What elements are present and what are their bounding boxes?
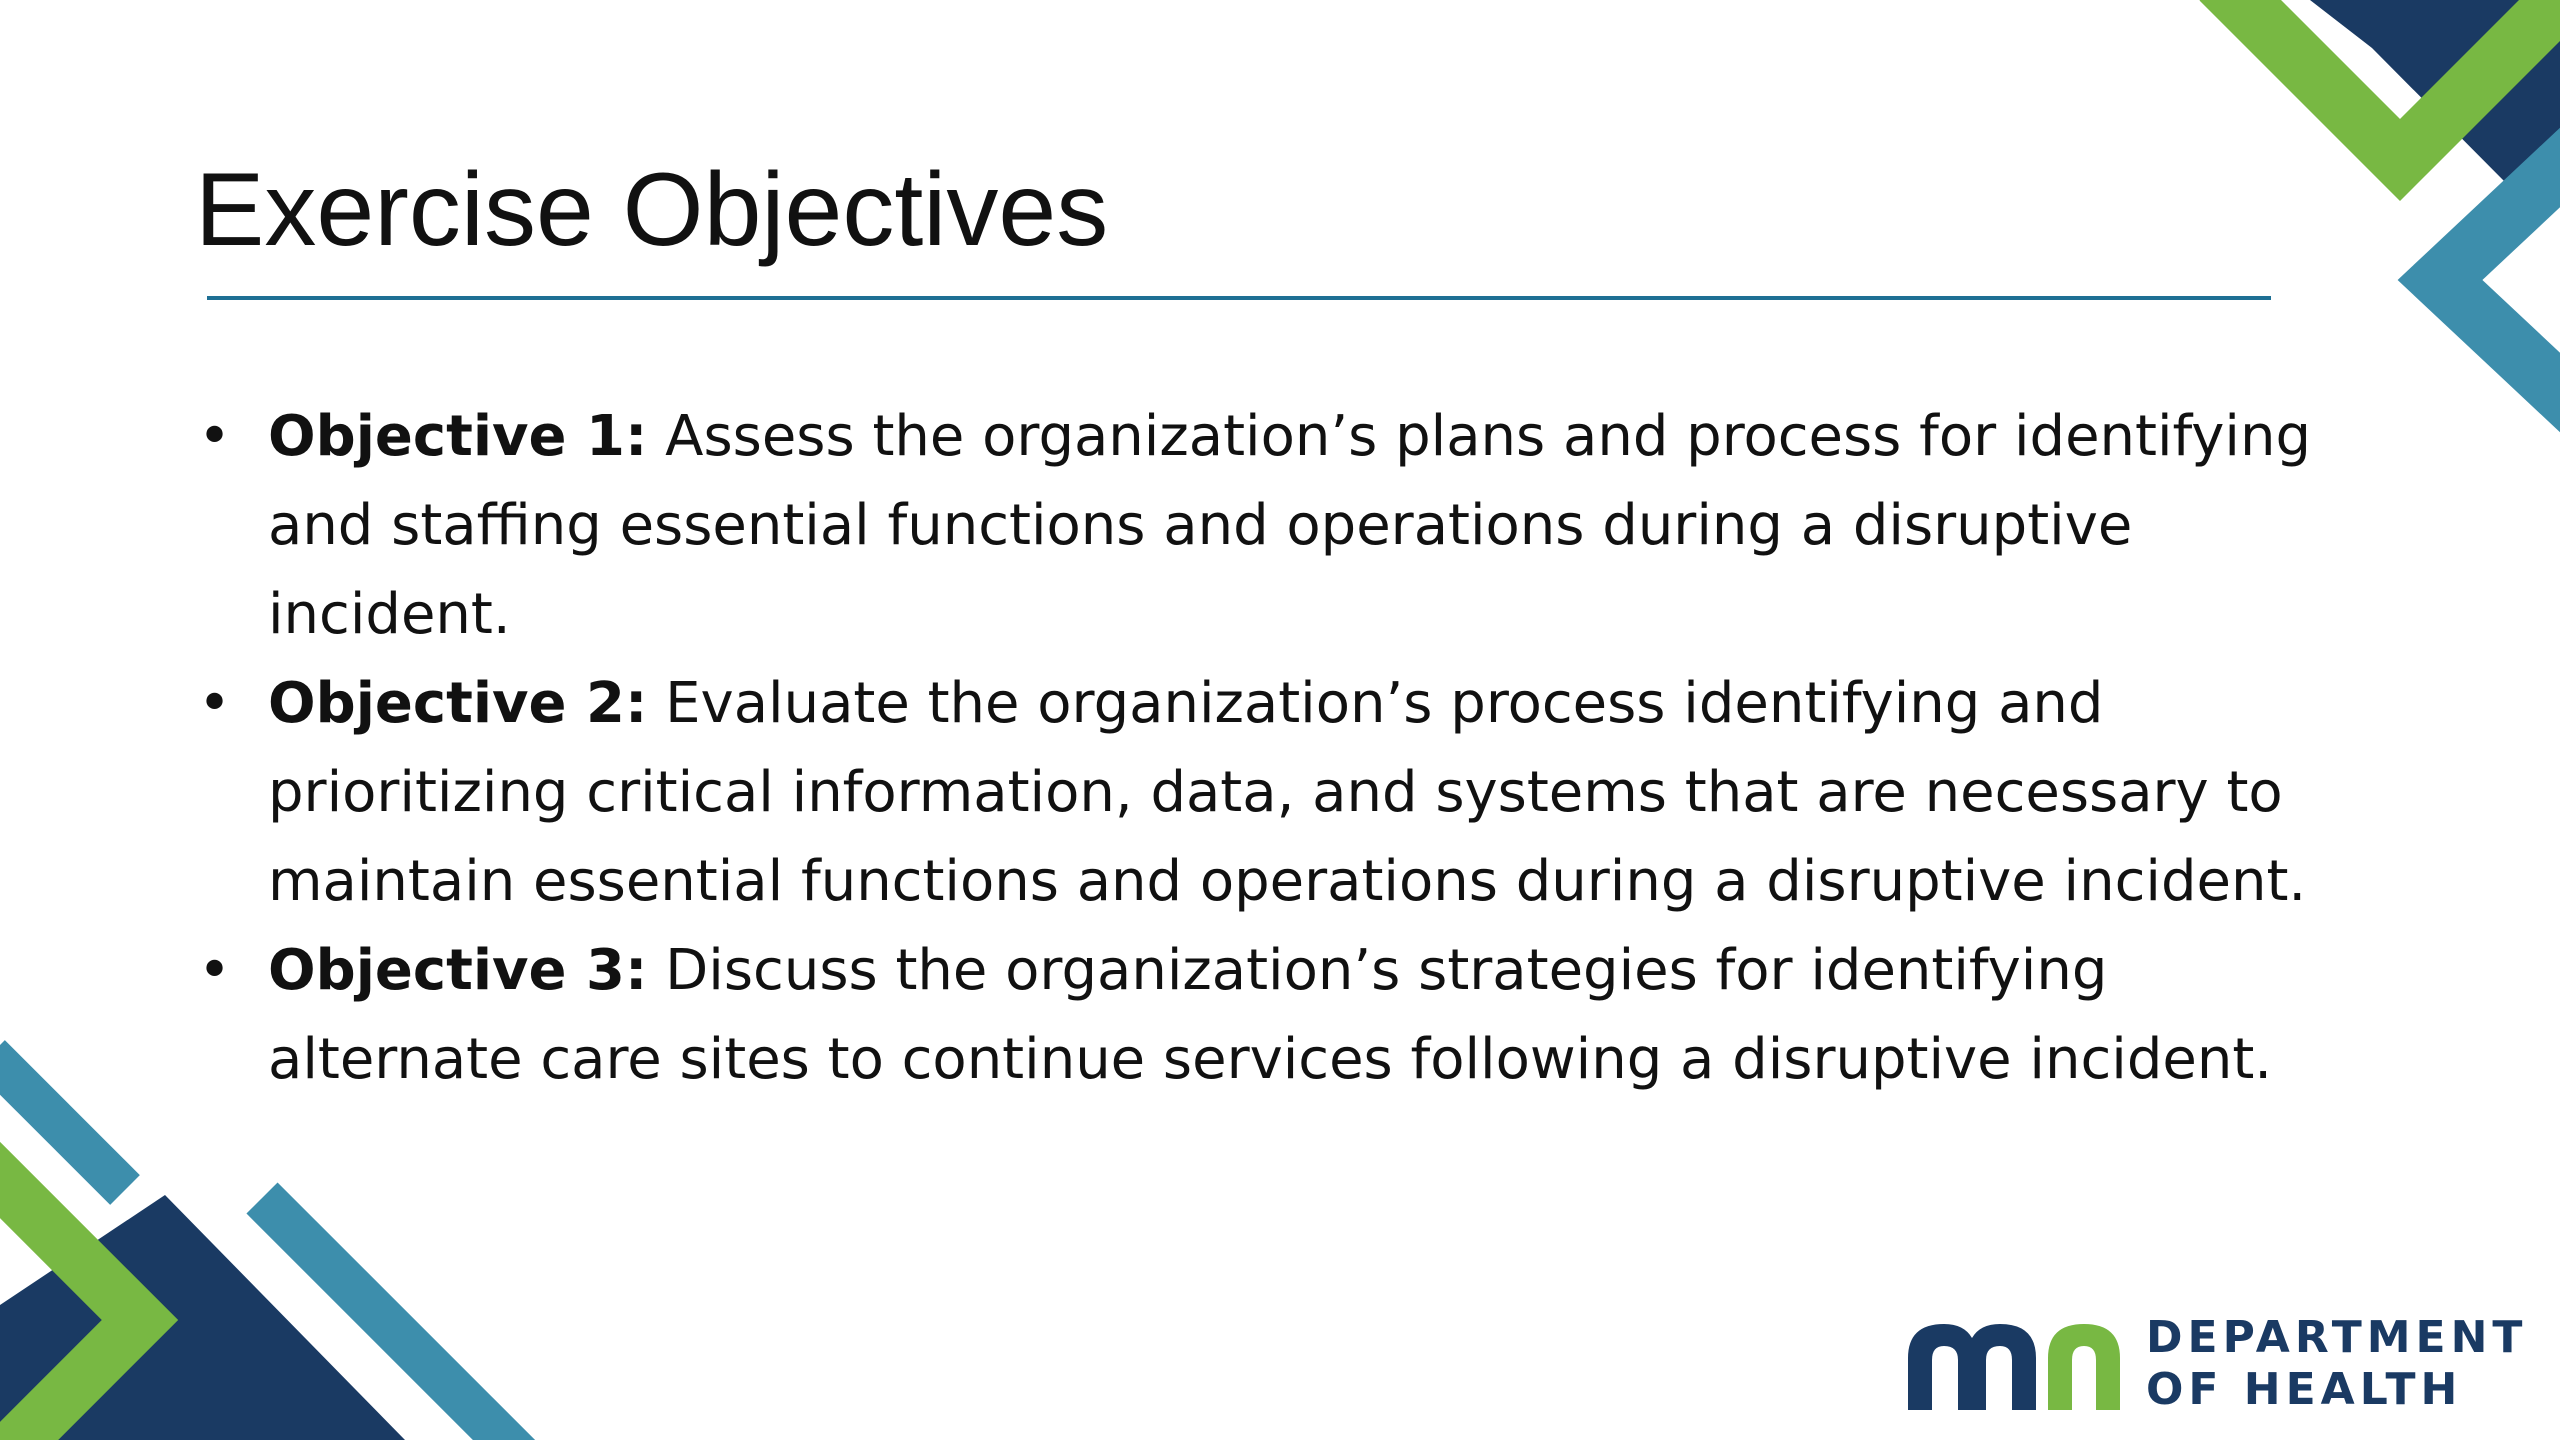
bullet-icon: •	[198, 404, 232, 469]
objective-label: Objective 3:	[268, 938, 648, 1003]
bullet-icon: •	[198, 938, 232, 1003]
logo-line-of-health: OF HEALTH	[2146, 1364, 2463, 1415]
objective-label: Objective 2:	[268, 671, 648, 736]
objective-item-3	[188, 926, 2328, 1104]
mdh-logo	[1908, 1310, 2528, 1420]
objective-text: Assess the organization’s plans and process for identifying and staffing essential functions and operations during a disruptive incident.	[268, 404, 2311, 647]
objective-item-1	[188, 392, 2328, 659]
page-title: Exercise Objectives	[195, 152, 1109, 268]
objective-text: Evaluate the organization’s process identifying and prioritizing critical information, data, and systems that are necessary to maintain essential functions and operations during a disruptive incident.	[268, 671, 2307, 914]
title-divider	[207, 296, 2271, 300]
objective-text: Discuss the organization’s strategies for identifying alternate care sites to continue services following a disruptive incident.	[268, 938, 2273, 1092]
objective-item-2	[188, 659, 2328, 926]
logo-line-department: DEPARTMENT	[2146, 1312, 2528, 1363]
objective-label: Objective 1:	[268, 404, 648, 469]
mn-logo-icon	[1908, 1316, 2124, 1416]
bullet-icon: •	[198, 671, 232, 736]
objectives-list	[188, 392, 2328, 1104]
logo-wordmark	[2146, 1312, 2527, 1416]
